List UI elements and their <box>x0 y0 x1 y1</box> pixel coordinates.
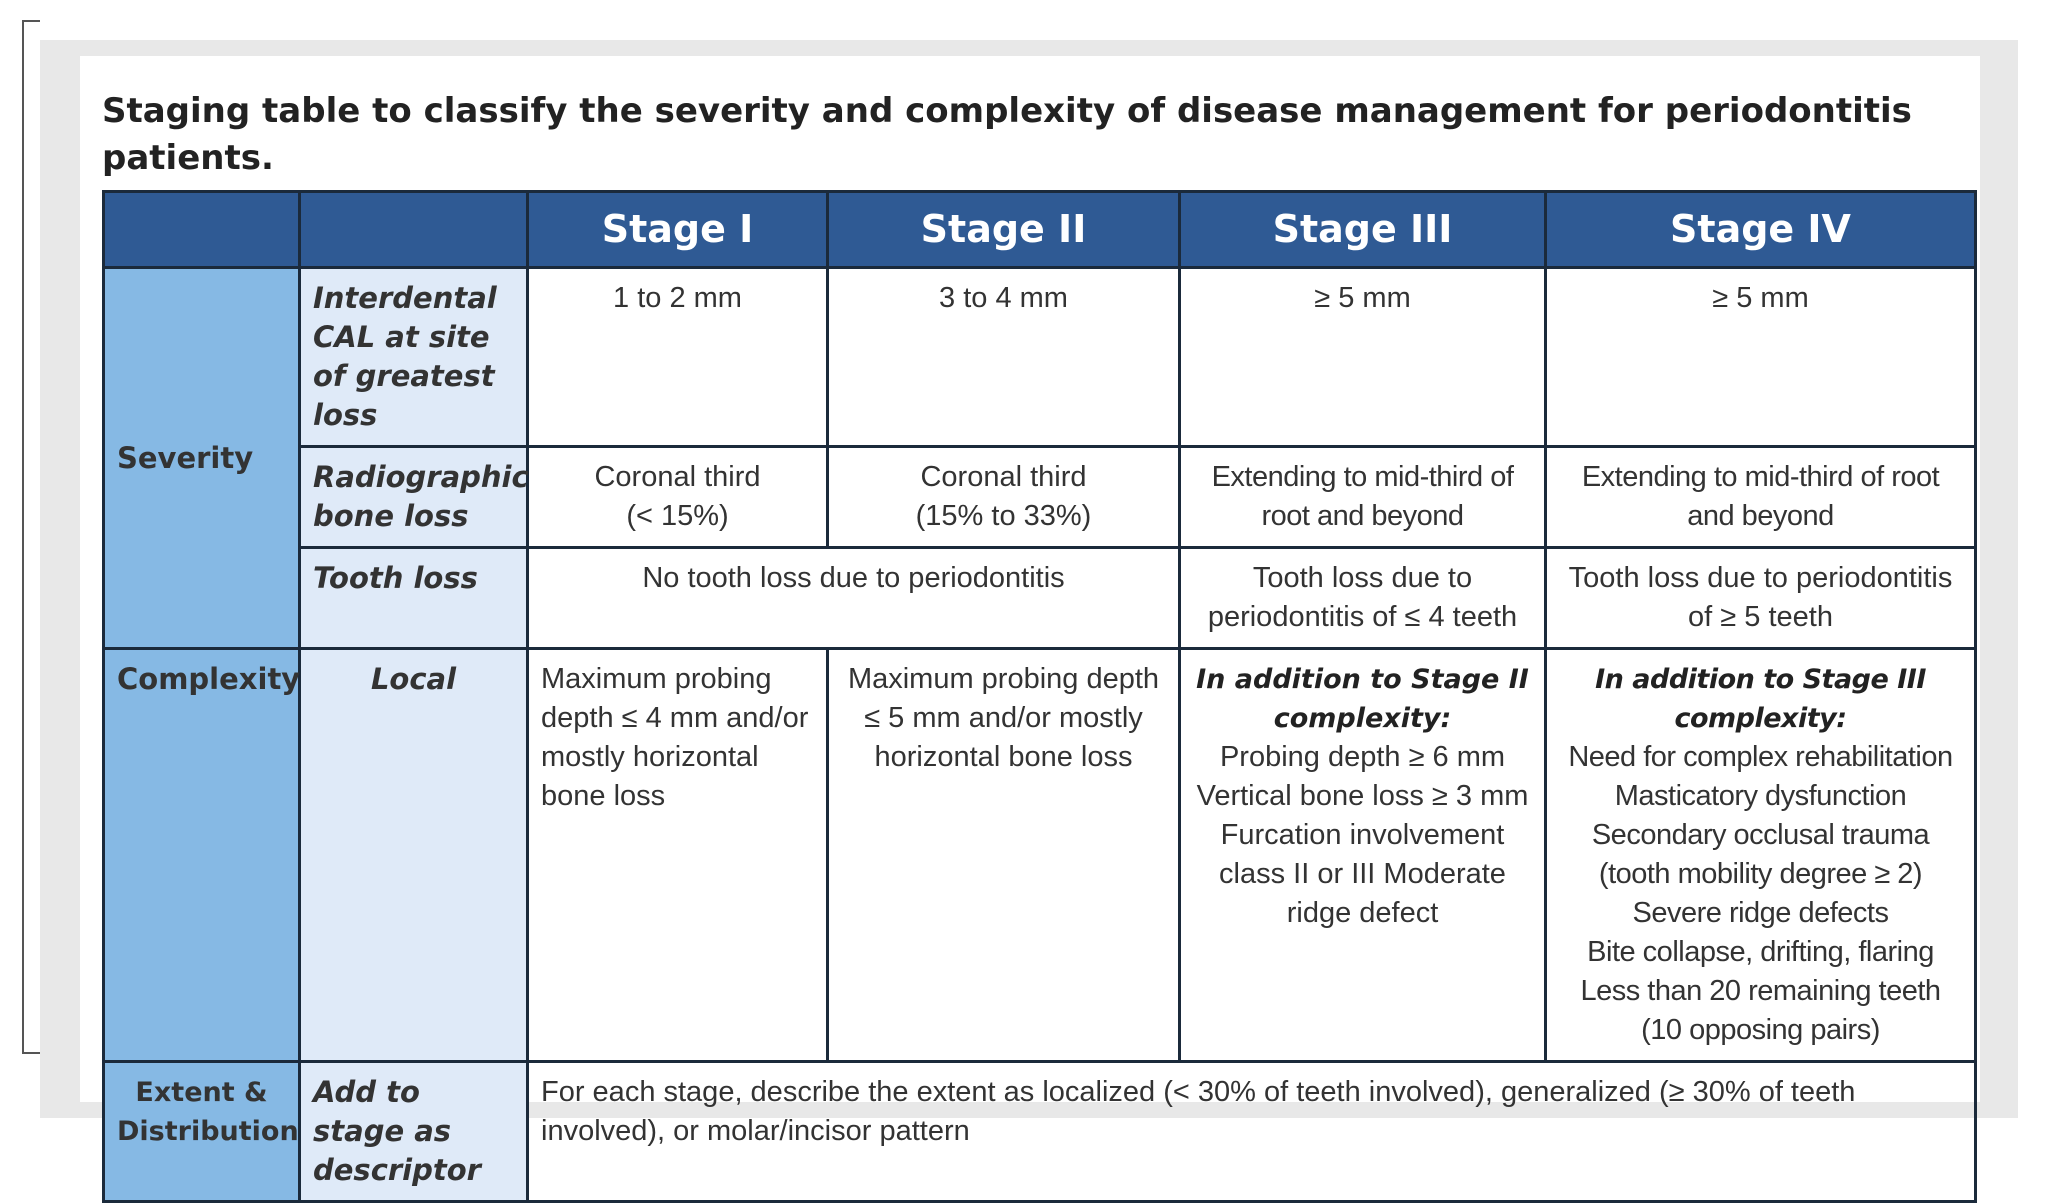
extent-description: For each stage, describe the extent as localized (< 30% of teeth involved), generalized (≥ 30% of teeth involved), or molar/incisor pattern <box>528 1062 1976 1202</box>
label-add-to-stage: Add to stage as descriptor <box>300 1062 528 1202</box>
complexity-stage-4-item: Severe ridge defects <box>1632 897 1889 929</box>
header-row <box>104 192 1976 268</box>
complexity-stage-4-item: Bite collapse, drifting, flaring <box>1587 936 1934 968</box>
header-stage-1: Stage I <box>528 192 828 268</box>
complexity-stage-4-item: Masticatory dysfunction <box>1614 780 1907 812</box>
label-tooth-loss: Tooth loss <box>300 548 528 649</box>
cal-stage-2: 3 to 4 mm <box>828 268 1180 447</box>
row-extent <box>104 1062 1976 1202</box>
row-bone-loss <box>104 447 1976 548</box>
row-complexity <box>104 649 1976 1062</box>
complexity-stage-4 <box>1546 649 1976 1062</box>
complexity-stage-3 <box>1180 649 1546 1062</box>
label-local: Local <box>300 649 528 1062</box>
tooth-stage-4: Tooth loss due to periodontitis of ≥ 5 teeth <box>1546 548 1976 649</box>
bone-stage-3: Extending to mid-third of root and beyond <box>1180 447 1546 548</box>
tooth-stage-3: Tooth loss due to periodontitis of ≤ 4 teeth <box>1180 548 1546 649</box>
cal-stage-4: ≥ 5 mm <box>1546 268 1976 447</box>
cal-stage-3: ≥ 5 mm <box>1180 268 1546 447</box>
complexity-stage-4-heading: In addition to Stage III complexity: <box>1595 664 1926 734</box>
header-stage-2: Stage II <box>828 192 1180 268</box>
header-blank-1 <box>104 192 300 268</box>
tooth-stage-1-2: No tooth loss due to periodontitis <box>528 548 1180 649</box>
complexity-stage-3-item: Furcation involvement class II or III Moderate ridge defect <box>1219 819 1506 929</box>
complexity-stage-4-item: Need for complex rehabilitation <box>1568 741 1953 773</box>
complexity-stage-3-item: Vertical bone loss ≥ 3 mm <box>1196 780 1529 812</box>
header-stage-4: Stage IV <box>1546 192 1976 268</box>
row-tooth-loss <box>104 548 1976 649</box>
left-bracket <box>22 20 40 1054</box>
title-line-1: Staging table to classify the severity and complexity of disease management for periodontitis patients. <box>102 91 1912 178</box>
complexity-stage-3-heading: In addition to Stage II complexity: <box>1196 664 1529 734</box>
complexity-stage-4-item: Less than 20 remaining teeth (10 opposing pairs) <box>1580 975 1941 1046</box>
label-bone-loss: Radiographic bone loss <box>300 447 528 548</box>
category-complexity: Complexity <box>104 649 300 1062</box>
label-cal: Interdental CAL at site of greatest loss <box>300 268 528 447</box>
bone-stage-1 <box>528 447 828 548</box>
bone-stage-4: Extending to mid-third of root and beyond <box>1546 447 1976 548</box>
complexity-stage-4-item: Secondary occlusal trauma (tooth mobility degree ≥ 2) <box>1591 819 1930 890</box>
bone-stage-2 <box>828 447 1180 548</box>
bone-stage-2-line-2: (15% to 33%) <box>915 500 1092 532</box>
header-blank-2 <box>300 192 528 268</box>
complexity-stage-3-item: Probing depth ≥ 6 mm <box>1219 741 1506 773</box>
complexity-stage-2: Maximum probing depth ≤ 5 mm and/or mostly horizontal bone loss <box>828 649 1180 1062</box>
category-extent: Extent & Distribution <box>104 1062 300 1202</box>
bone-stage-2-line-1: Coronal third <box>920 461 1087 493</box>
category-severity: Severity <box>104 268 300 649</box>
bone-stage-1-line-1: Coronal third <box>594 461 761 493</box>
cal-stage-1: 1 to 2 mm <box>528 268 828 447</box>
row-cal <box>104 268 1976 447</box>
header-stage-3: Stage III <box>1180 192 1546 268</box>
complexity-stage-1: Maximum probing depth ≤ 4 mm and/or mostly horizontal bone loss <box>528 649 828 1062</box>
bone-stage-1-line-2: (< 15%) <box>626 500 729 532</box>
staging-table <box>102 190 1977 1203</box>
